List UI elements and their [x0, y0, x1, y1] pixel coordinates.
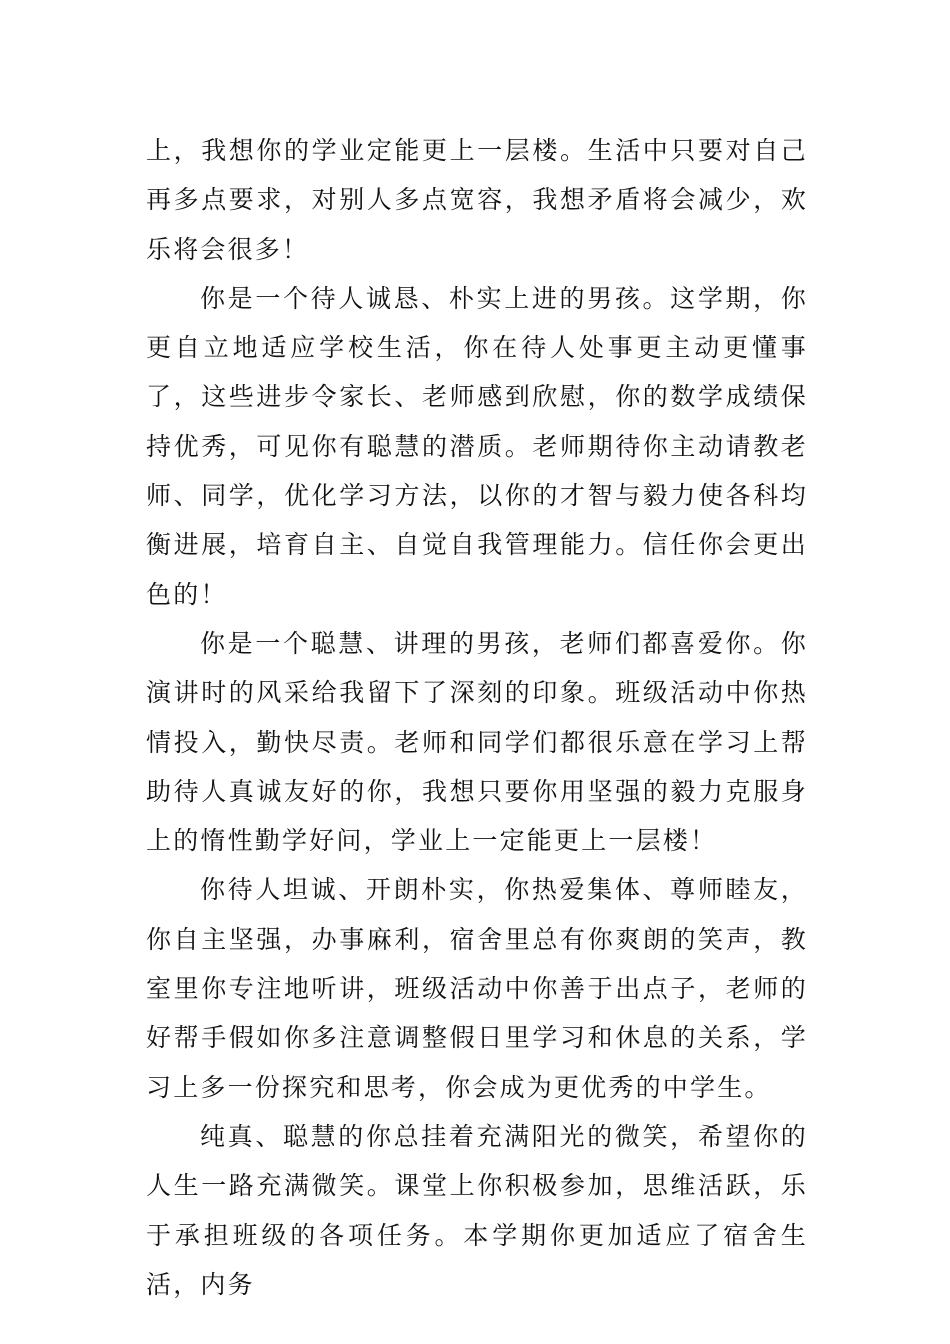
- document-body: [146, 126, 808, 1309]
- paragraph: 你是一个聪慧、讲理的男孩，老师们都喜爱你。你演讲时的风采给我留下了深刻的印象。班级活动中你热情投入，勤快尽责。老师和同学们都很乐意在学习上帮助待人真诚友好的你，我想只要你用坚强的毅力克服身上的惰性勤学好问，学业上一定能更上一层楼！: [146, 628, 808, 856]
- paragraph: 纯真、聪慧的你总挂着充满阳光的微笑，希望你的人生一路充满微笑。课堂上你积极参加，思维活跃，乐于承担班级的各项任务。本学期你更加适应了宿舍生活，内务: [146, 1121, 808, 1299]
- paragraph-continuation: 上，我想你的学业定能更上一层楼。生活中只要对自己再多点要求，对别人多点宽容，我想矛盾将会减少，欢乐将会很多！: [146, 136, 808, 264]
- paragraph: 你是一个待人诚恳、朴实上进的男孩。这学期，你更自立地适应学校生活，你在待人处事更主动更懂事了，这些进步令家长、老师感到欣慰，你的数学成绩保持优秀，可见你有聪慧的潜质。老师期待你主动请教老师、同学，优化学习方法，以你的才智与毅力使各科均衡进展，培育自主、自觉自我管理能力。信任你会更出色的！: [146, 283, 808, 609]
- paragraph: 你待人坦诚、开朗朴实，你热爱集体、尊师睦友，你自主坚强，办事麻利，宿舍里总有你爽朗的笑声，教室里你专注地听讲，班级活动中你善于出点子，老师的好帮手假如你多注意调整假日里学习和休息的关系，学习上多一份探究和思考，你会成为更优秀的中学生。: [146, 875, 808, 1102]
